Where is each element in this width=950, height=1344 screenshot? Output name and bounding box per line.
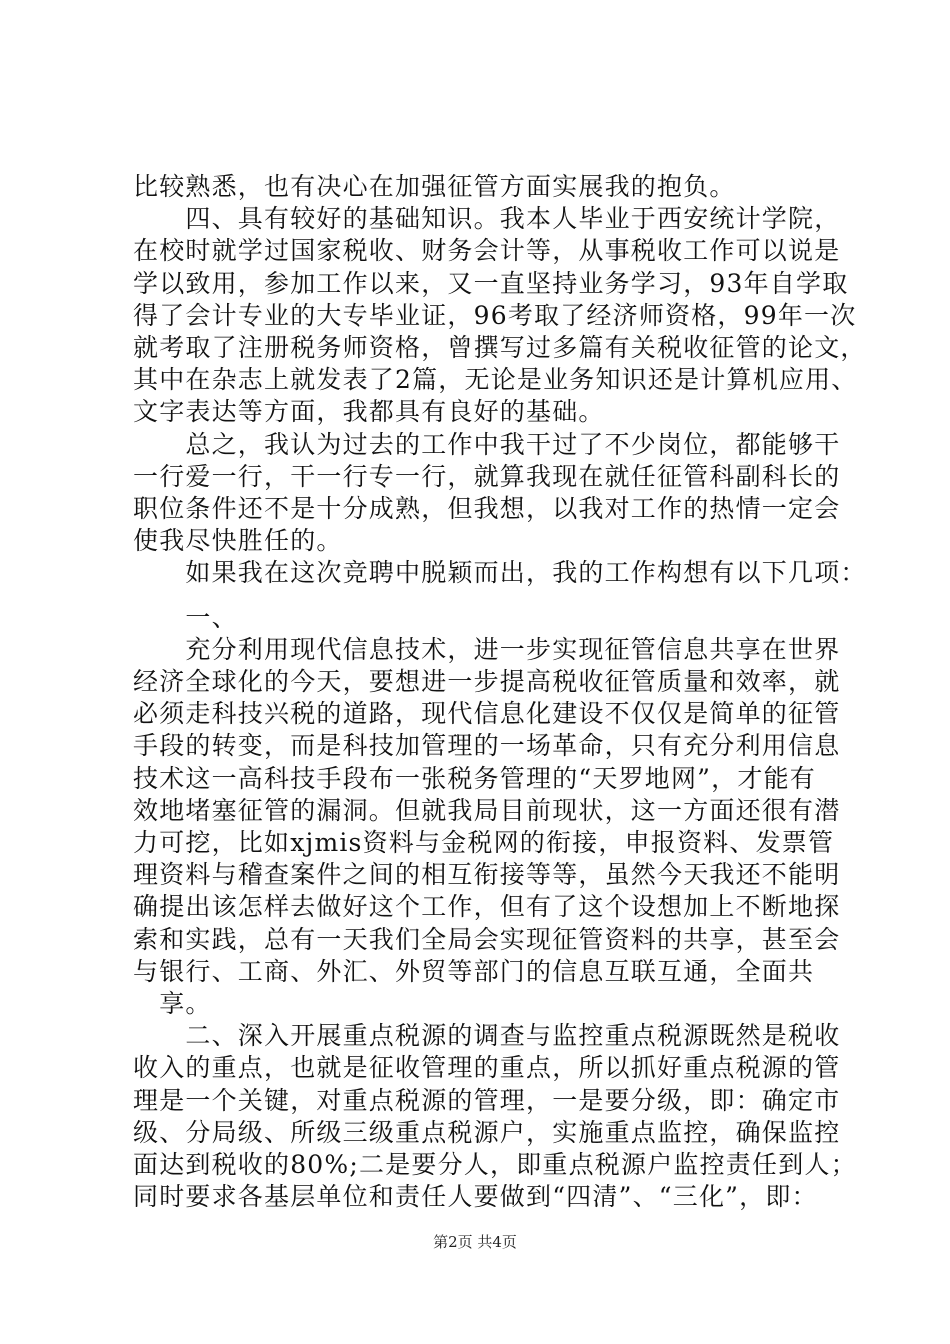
text-line: 如果我在这次竞聘中脱颖而出，我的工作构想有以下几项： (133, 558, 867, 587)
page-footer: 第2页 共4页 (433, 1233, 517, 1251)
text-line: 力可挖，比如xjmis资料与金税网的衔接，申报资料、发票管 (133, 828, 835, 857)
text-line: 其中在杂志上就发表了2篇，无论是业务知识还是计算机应用、 (133, 365, 858, 394)
text-line: 在校时就学过国家税收、财务会计等，从事税收工作可以说是 (133, 236, 841, 265)
text-line: 得了会计专业的大专毕业证，96考取了经济师资格，99年一次 (133, 301, 857, 330)
text-line: 充分利用现代信息技术，进一步实现征管信息共享在世界 (133, 635, 841, 664)
text-line: 理是一个关键，对重点税源的管理，一是要分级，即：确定市 (133, 1086, 841, 1115)
text-line: 收入的重点，也就是征收管理的重点，所以抓好重点税源的管 (133, 1053, 841, 1082)
text-line: 效地堵塞征管的漏洞。但就我局目前现状，这一方面还很有潜 (133, 796, 841, 825)
text-line: 使我尽快胜任的。 (133, 526, 343, 555)
text-line: 确提出该怎样去做好这个工作，但有了这个设想加上不断地探 (133, 892, 841, 921)
text-line: 学以致用，参加工作以来，又一直坚持业务学习，93年自学取 (133, 269, 849, 298)
text-line: 同时要求各基层单位和责任人要做到“四清”、“三化”，即： (133, 1182, 818, 1211)
text-line: 一、 (133, 603, 238, 632)
text-line: 手段的转变，而是科技加管理的一场革命，只有充分利用信息 (133, 731, 841, 760)
text-line: 四、具有较好的基础知识。我本人毕业于西安统计学院， (133, 204, 841, 233)
text-line: 总之，我认为过去的工作中我干过了不少岗位，都能够干 (133, 430, 841, 459)
text-line: 必须走科技兴税的道路，现代信息化建设不仅仅是简单的征管 (133, 699, 841, 728)
text-line: 与银行、工商、外汇、外贸等部门的信息互联互通，全面共 (133, 957, 815, 986)
text-line: 技术这一高科技手段布一张税务管理的“天罗地网”，才能有 (133, 764, 816, 793)
text-line: 索和实践，总有一天我们全局会实现征管资料的共享，甚至会 (133, 925, 841, 954)
text-line: 职位条件还不是十分成熟，但我想，以我对工作的热情一定会 (133, 494, 841, 523)
text-line: 面达到税收的80%;二是要分人，即重点税源户监控责任到人； (133, 1150, 857, 1179)
text-line: 二、深入开展重点税源的调查与监控重点税源既然是税收 (133, 1021, 841, 1050)
text-line: 比较熟悉，也有决心在加强征管方面实展我的抱负。 (133, 172, 736, 201)
text-line: 经济全球化的今天，要想进一步提高税收征管质量和效率，就 (133, 667, 841, 696)
text-line: 级、分局级、所级三级重点税源户，实施重点监控，确保监控 (133, 1118, 841, 1147)
text-line: 享。 (133, 989, 212, 1018)
text-line: 一行爱一行，干一行专一行，就算我现在就任征管科副科长的 (133, 462, 841, 491)
text-line: 理资料与稽查案件之间的相互衔接等等，虽然今天我还不能明 (133, 860, 841, 889)
text-line: 文字表达等方面，我都具有良好的基础。 (133, 397, 605, 426)
text-line: 就考取了注册税务师资格，曾撰写过多篇有关税收征管的论文， (133, 333, 867, 362)
